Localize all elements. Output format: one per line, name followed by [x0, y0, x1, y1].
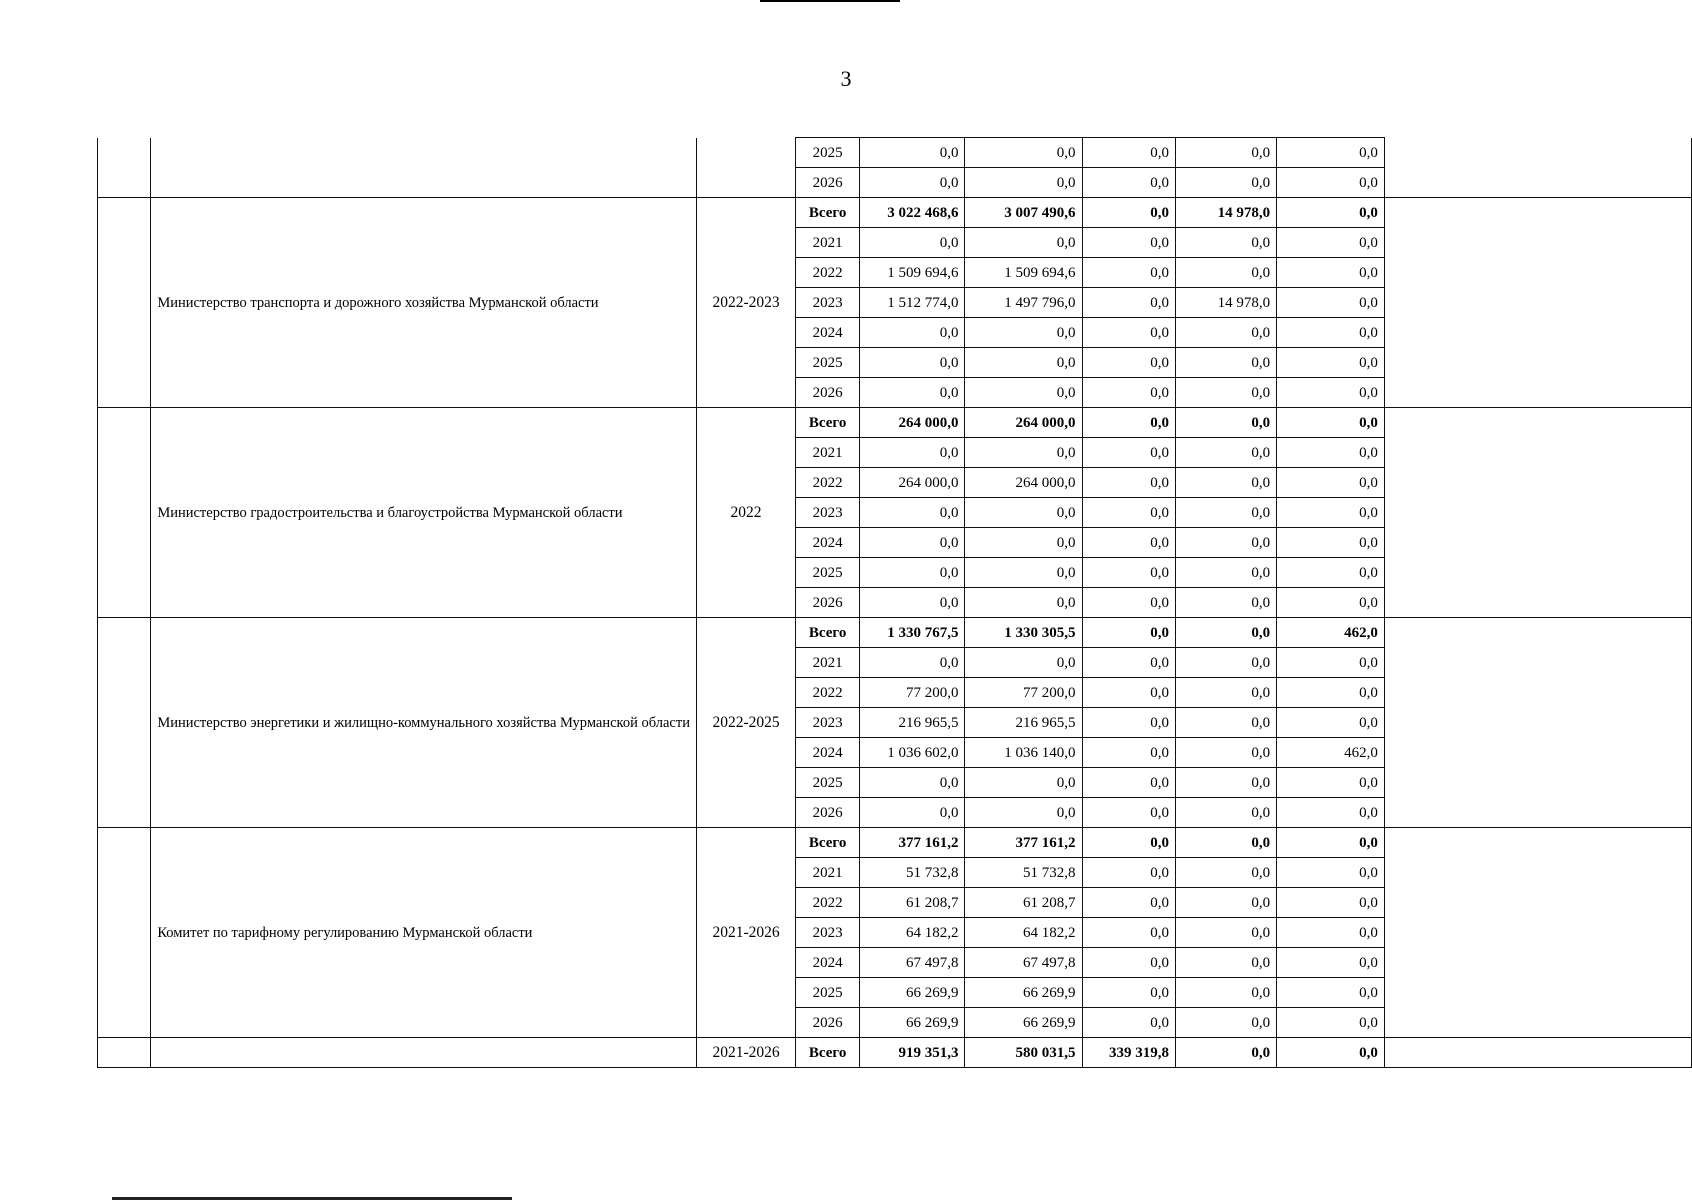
- regional-amount-cell: 1 036 140,0: [965, 738, 1082, 768]
- year-cell: 2021: [796, 228, 860, 258]
- other-amount-cell: 0,0: [1277, 888, 1385, 918]
- federal-amount-cell: 0,0: [1082, 408, 1176, 438]
- total-amount-cell: 67 497,8: [860, 948, 965, 978]
- year-cell: 2023: [796, 498, 860, 528]
- year-cell: 2022: [796, 468, 860, 498]
- ministry-name-cell: Министерство транспорта и дорожного хозяйства Мурманской области: [151, 198, 697, 408]
- regional-amount-cell: 0,0: [965, 798, 1082, 828]
- regional-amount-cell: 0,0: [965, 168, 1082, 198]
- other-amount-cell: 0,0: [1277, 918, 1385, 948]
- note-cell: [1384, 618, 1691, 828]
- period-cell: 2021-2026: [696, 828, 795, 1038]
- ministry-name-cell: Министерство градостроительства и благоустройства Мурманской области: [151, 408, 697, 618]
- total-amount-cell: 1 330 767,5: [860, 618, 965, 648]
- year-cell: 2022: [796, 888, 860, 918]
- municipal-amount-cell: 0,0: [1176, 708, 1277, 738]
- regional-amount-cell: 0,0: [965, 588, 1082, 618]
- total-amount-cell: 0,0: [860, 348, 965, 378]
- other-amount-cell: 0,0: [1277, 798, 1385, 828]
- municipal-amount-cell: 0,0: [1176, 828, 1277, 858]
- other-amount-cell: 0,0: [1277, 648, 1385, 678]
- row-number-cell: [98, 618, 151, 828]
- regional-amount-cell: 51 732,8: [965, 858, 1082, 888]
- federal-amount-cell: 0,0: [1082, 258, 1176, 288]
- year-cell: 2021: [796, 438, 860, 468]
- top-edge-mark: [760, 0, 900, 2]
- year-cell: 2021: [796, 648, 860, 678]
- note-cell: [1384, 828, 1691, 1038]
- total-amount-cell: 66 269,9: [860, 978, 965, 1008]
- other-amount-cell: 462,0: [1277, 738, 1385, 768]
- regional-amount-cell: 0,0: [965, 378, 1082, 408]
- other-amount-cell: 462,0: [1277, 618, 1385, 648]
- other-amount-cell: 0,0: [1277, 588, 1385, 618]
- regional-amount-cell: 264 000,0: [965, 408, 1082, 438]
- total-amount-cell: 0,0: [860, 648, 965, 678]
- municipal-amount-cell: 0,0: [1176, 348, 1277, 378]
- table-row: [98, 618, 1692, 648]
- federal-amount-cell: 0,0: [1082, 858, 1176, 888]
- total-amount-cell: 3 022 468,6: [860, 198, 965, 228]
- regional-amount-cell: 0,0: [965, 558, 1082, 588]
- regional-amount-cell: 0,0: [965, 348, 1082, 378]
- municipal-amount-cell: 0,0: [1176, 168, 1277, 198]
- regional-amount-cell: 0,0: [965, 648, 1082, 678]
- federal-amount-cell: 0,0: [1082, 618, 1176, 648]
- federal-amount-cell: 0,0: [1082, 288, 1176, 318]
- year-cell: 2022: [796, 258, 860, 288]
- regional-amount-cell: 216 965,5: [965, 708, 1082, 738]
- year-cell: 2024: [796, 318, 860, 348]
- regional-amount-cell: 0,0: [965, 498, 1082, 528]
- federal-amount-cell: 0,0: [1082, 888, 1176, 918]
- federal-amount-cell: 0,0: [1082, 438, 1176, 468]
- regional-amount-cell: 264 000,0: [965, 468, 1082, 498]
- municipal-amount-cell: 0,0: [1176, 588, 1277, 618]
- year-cell: 2023: [796, 288, 860, 318]
- federal-amount-cell: 0,0: [1082, 138, 1176, 168]
- municipal-amount-cell: 0,0: [1176, 438, 1277, 468]
- federal-amount-cell: 0,0: [1082, 768, 1176, 798]
- federal-amount-cell: 0,0: [1082, 558, 1176, 588]
- other-amount-cell: 0,0: [1277, 948, 1385, 978]
- federal-amount-cell: 0,0: [1082, 228, 1176, 258]
- regional-amount-cell: 377 161,2: [965, 828, 1082, 858]
- row-number-cell: [98, 138, 151, 198]
- regional-amount-cell: 66 269,9: [965, 1008, 1082, 1038]
- regional-amount-cell: 0,0: [965, 528, 1082, 558]
- municipal-amount-cell: 14 978,0: [1176, 198, 1277, 228]
- municipal-amount-cell: 0,0: [1176, 138, 1277, 168]
- municipal-amount-cell: 0,0: [1176, 648, 1277, 678]
- total-amount-cell: 51 732,8: [860, 858, 965, 888]
- page-number: 3: [840, 66, 852, 91]
- year-cell: 2026: [796, 1008, 860, 1038]
- financing-table: [97, 137, 1692, 1068]
- table-row: [98, 1038, 1692, 1068]
- federal-amount-cell: 0,0: [1082, 648, 1176, 678]
- federal-amount-cell: 0,0: [1082, 168, 1176, 198]
- regional-amount-cell: 64 182,2: [965, 918, 1082, 948]
- municipal-amount-cell: 0,0: [1176, 528, 1277, 558]
- table-row: [98, 408, 1692, 438]
- total-amount-cell: 66 269,9: [860, 1008, 965, 1038]
- other-amount-cell: 0,0: [1277, 348, 1385, 378]
- period-cell: [696, 138, 795, 198]
- municipal-amount-cell: 0,0: [1176, 948, 1277, 978]
- table-row: [98, 198, 1692, 228]
- other-amount-cell: 0,0: [1277, 558, 1385, 588]
- municipal-amount-cell: 0,0: [1176, 1038, 1277, 1068]
- total-amount-cell: 0,0: [860, 558, 965, 588]
- ministry-name-cell: Министерство энергетики и жилищно-коммунального хозяйства Мурманской области: [151, 618, 697, 828]
- regional-amount-cell: 3 007 490,6: [965, 198, 1082, 228]
- other-amount-cell: 0,0: [1277, 468, 1385, 498]
- total-amount-cell: 0,0: [860, 228, 965, 258]
- other-amount-cell: 0,0: [1277, 1008, 1385, 1038]
- federal-amount-cell: 0,0: [1082, 828, 1176, 858]
- ministry-name-cell: [151, 1038, 697, 1068]
- total-amount-cell: 919 351,3: [860, 1038, 965, 1068]
- row-number-cell: [98, 198, 151, 408]
- period-cell: 2022: [696, 408, 795, 618]
- municipal-amount-cell: 0,0: [1176, 798, 1277, 828]
- total-amount-cell: 0,0: [860, 438, 965, 468]
- year-cell: 2024: [796, 948, 860, 978]
- other-amount-cell: 0,0: [1277, 258, 1385, 288]
- total-amount-cell: 77 200,0: [860, 678, 965, 708]
- federal-amount-cell: 0,0: [1082, 528, 1176, 558]
- table-body: [98, 138, 1692, 1068]
- table-row: [98, 138, 1692, 168]
- regional-amount-cell: 67 497,8: [965, 948, 1082, 978]
- other-amount-cell: 0,0: [1277, 678, 1385, 708]
- year-cell: 2023: [796, 708, 860, 738]
- year-cell: Всего: [796, 1038, 860, 1068]
- regional-amount-cell: 0,0: [965, 768, 1082, 798]
- note-cell: [1384, 138, 1691, 198]
- regional-amount-cell: 66 269,9: [965, 978, 1082, 1008]
- total-amount-cell: 1 512 774,0: [860, 288, 965, 318]
- other-amount-cell: 0,0: [1277, 378, 1385, 408]
- federal-amount-cell: 0,0: [1082, 588, 1176, 618]
- other-amount-cell: 0,0: [1277, 978, 1385, 1008]
- total-amount-cell: 64 182,2: [860, 918, 965, 948]
- regional-amount-cell: 0,0: [965, 318, 1082, 348]
- total-amount-cell: 1 036 602,0: [860, 738, 965, 768]
- federal-amount-cell: 0,0: [1082, 348, 1176, 378]
- year-cell: 2024: [796, 528, 860, 558]
- total-amount-cell: 264 000,0: [860, 408, 965, 438]
- total-amount-cell: 377 161,2: [860, 828, 965, 858]
- period-cell: 2022-2025: [696, 618, 795, 828]
- regional-amount-cell: 0,0: [965, 228, 1082, 258]
- year-cell: 2025: [796, 558, 860, 588]
- other-amount-cell: 0,0: [1277, 228, 1385, 258]
- other-amount-cell: 0,0: [1277, 828, 1385, 858]
- regional-amount-cell: 1 509 694,6: [965, 258, 1082, 288]
- total-amount-cell: 0,0: [860, 318, 965, 348]
- total-amount-cell: 0,0: [860, 498, 965, 528]
- municipal-amount-cell: 0,0: [1176, 468, 1277, 498]
- year-cell: 2021: [796, 858, 860, 888]
- other-amount-cell: 0,0: [1277, 168, 1385, 198]
- total-amount-cell: 0,0: [860, 378, 965, 408]
- year-cell: 2025: [796, 348, 860, 378]
- regional-amount-cell: 77 200,0: [965, 678, 1082, 708]
- total-amount-cell: 216 965,5: [860, 708, 965, 738]
- municipal-amount-cell: 0,0: [1176, 858, 1277, 888]
- year-cell: 2026: [796, 588, 860, 618]
- ministry-name-cell: Комитет по тарифному регулированию Мурманской области: [151, 828, 697, 1038]
- regional-amount-cell: 1 330 305,5: [965, 618, 1082, 648]
- municipal-amount-cell: 14 978,0: [1176, 288, 1277, 318]
- period-cell: 2021-2026: [696, 1038, 795, 1068]
- other-amount-cell: 0,0: [1277, 528, 1385, 558]
- total-amount-cell: 0,0: [860, 138, 965, 168]
- ministry-name-cell: [151, 138, 697, 198]
- year-cell: 2026: [796, 168, 860, 198]
- year-cell: 2025: [796, 138, 860, 168]
- municipal-amount-cell: 0,0: [1176, 1008, 1277, 1038]
- municipal-amount-cell: 0,0: [1176, 408, 1277, 438]
- other-amount-cell: 0,0: [1277, 408, 1385, 438]
- other-amount-cell: 0,0: [1277, 858, 1385, 888]
- municipal-amount-cell: 0,0: [1176, 768, 1277, 798]
- other-amount-cell: 0,0: [1277, 768, 1385, 798]
- year-cell: 2026: [796, 378, 860, 408]
- year-cell: 2023: [796, 918, 860, 948]
- regional-amount-cell: 0,0: [965, 438, 1082, 468]
- regional-amount-cell: 580 031,5: [965, 1038, 1082, 1068]
- municipal-amount-cell: 0,0: [1176, 678, 1277, 708]
- total-amount-cell: 264 000,0: [860, 468, 965, 498]
- federal-amount-cell: 0,0: [1082, 678, 1176, 708]
- federal-amount-cell: 0,0: [1082, 978, 1176, 1008]
- year-cell: Всего: [796, 618, 860, 648]
- total-amount-cell: 1 509 694,6: [860, 258, 965, 288]
- regional-amount-cell: 0,0: [965, 138, 1082, 168]
- municipal-amount-cell: 0,0: [1176, 378, 1277, 408]
- municipal-amount-cell: 0,0: [1176, 228, 1277, 258]
- other-amount-cell: 0,0: [1277, 138, 1385, 168]
- year-cell: Всего: [796, 828, 860, 858]
- row-number-cell: [98, 1038, 151, 1068]
- year-cell: 2024: [796, 738, 860, 768]
- federal-amount-cell: 0,0: [1082, 318, 1176, 348]
- municipal-amount-cell: 0,0: [1176, 498, 1277, 528]
- total-amount-cell: 0,0: [860, 768, 965, 798]
- other-amount-cell: 0,0: [1277, 708, 1385, 738]
- period-cell: 2022-2023: [696, 198, 795, 408]
- regional-amount-cell: 1 497 796,0: [965, 288, 1082, 318]
- federal-amount-cell: 0,0: [1082, 918, 1176, 948]
- municipal-amount-cell: 0,0: [1176, 258, 1277, 288]
- federal-amount-cell: 0,0: [1082, 708, 1176, 738]
- municipal-amount-cell: 0,0: [1176, 318, 1277, 348]
- total-amount-cell: 61 208,7: [860, 888, 965, 918]
- year-cell: 2025: [796, 978, 860, 1008]
- other-amount-cell: 0,0: [1277, 438, 1385, 468]
- federal-amount-cell: 0,0: [1082, 498, 1176, 528]
- total-amount-cell: 0,0: [860, 798, 965, 828]
- municipal-amount-cell: 0,0: [1176, 978, 1277, 1008]
- municipal-amount-cell: 0,0: [1176, 918, 1277, 948]
- municipal-amount-cell: 0,0: [1176, 888, 1277, 918]
- total-amount-cell: 0,0: [860, 168, 965, 198]
- municipal-amount-cell: 0,0: [1176, 558, 1277, 588]
- federal-amount-cell: 0,0: [1082, 468, 1176, 498]
- federal-amount-cell: 0,0: [1082, 1008, 1176, 1038]
- regional-amount-cell: 61 208,7: [965, 888, 1082, 918]
- municipal-amount-cell: 0,0: [1176, 618, 1277, 648]
- note-cell: [1384, 408, 1691, 618]
- total-amount-cell: 0,0: [860, 528, 965, 558]
- federal-amount-cell: 0,0: [1082, 948, 1176, 978]
- table-row: [98, 828, 1692, 858]
- municipal-amount-cell: 0,0: [1176, 738, 1277, 768]
- other-amount-cell: 0,0: [1277, 288, 1385, 318]
- note-cell: [1384, 198, 1691, 408]
- federal-amount-cell: 339 319,8: [1082, 1038, 1176, 1068]
- total-amount-cell: 0,0: [860, 588, 965, 618]
- year-cell: Всего: [796, 198, 860, 228]
- other-amount-cell: 0,0: [1277, 498, 1385, 528]
- note-cell: [1384, 1038, 1691, 1068]
- year-cell: 2026: [796, 798, 860, 828]
- federal-amount-cell: 0,0: [1082, 198, 1176, 228]
- year-cell: Всего: [796, 408, 860, 438]
- row-number-cell: [98, 828, 151, 1038]
- federal-amount-cell: 0,0: [1082, 738, 1176, 768]
- year-cell: 2025: [796, 768, 860, 798]
- other-amount-cell: 0,0: [1277, 1038, 1385, 1068]
- federal-amount-cell: 0,0: [1082, 798, 1176, 828]
- federal-amount-cell: 0,0: [1082, 378, 1176, 408]
- row-number-cell: [98, 408, 151, 618]
- other-amount-cell: 0,0: [1277, 198, 1385, 228]
- year-cell: 2022: [796, 678, 860, 708]
- other-amount-cell: 0,0: [1277, 318, 1385, 348]
